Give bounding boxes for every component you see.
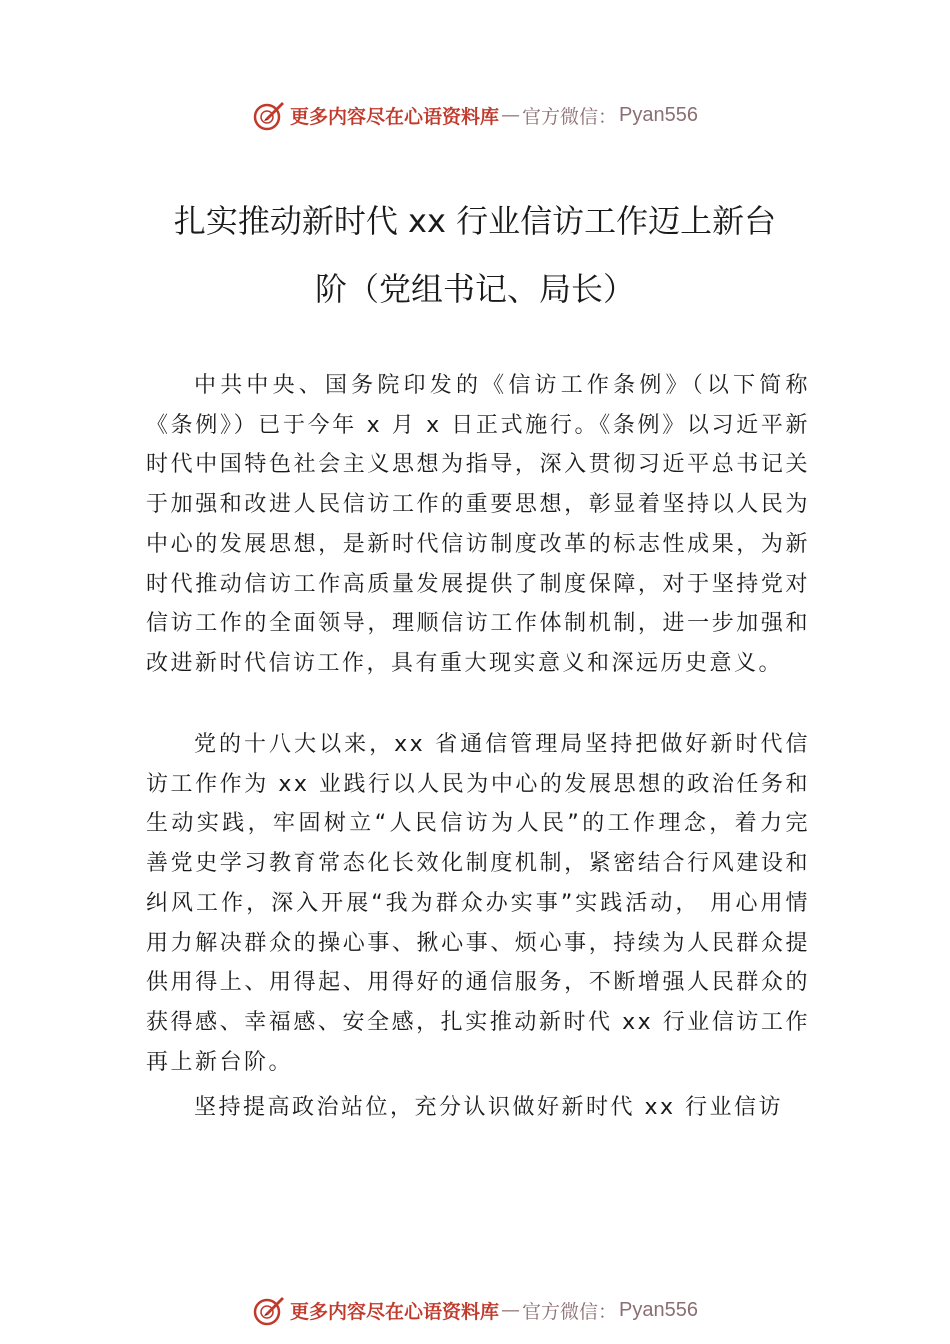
banner-wechat-id: Pyan556 [619,1298,698,1321]
pen-logo-icon [252,98,286,132]
banner-wechat-id: Pyan556 [619,103,698,126]
footer-banner [0,1290,950,1330]
pen-logo-icon [252,1293,286,1327]
banner-brand-text: 更多内容尽在心语资料库 [290,1300,500,1323]
body-paragraph-3: 坚持提高政治站位，充分认识做好新时代 xx 行业信访 [194,1095,784,1120]
header-banner [0,95,950,135]
body-paragraph-1: 中共中央、国务院印发的《信访工作条例》（以下简称《条例》）已于今年 x 月 x 日正式施行。《条例》以习近平新时代中国特色社会主义思想为指导，深入贯彻习近平总书记关于加强和改进人民信访工作的重要思想，彰显着坚持以人民为中心的发展思想，是新时代信访制度改革的标志性成果，为新时代推动信访工作高质量发展提供了制度保障，对于坚持党对信访工作的全面领导，理顺信访工作体制机制，进一步加强和改进新时代信访工作，具有重大现实意义和深远历史意义。 [146,373,810,676]
banner-wechat-label: 官方微信： [522,105,618,128]
banner-brand-text: 更多内容尽在心语资料库 [290,105,500,128]
banner-dash: — [501,1299,521,1321]
document-title-line-2: 阶（党组书记、局长） [314,270,635,308]
banner-wechat-label: 官方微信： [522,1300,618,1323]
body-paragraph-2: 党的十八大以来，xx 省通信管理局坚持把做好新时代信访工作作为 xx 业践行以人民为中心的发展思想的政治任务和生动实践，牢固树立“人民信访为人民”的工作理念，着力完善党史学习教育常态化长效化制度机制，紧密结合行风建设和纠风工作，深入开展“我为群众办实事”实践活动， 用心用情用力解决群众的操心事、揪心事、烦心事，持续为人民群众提供用得上、用得起、用得好的通信服务，不断增强人民群众的获得感、幸福感、安全感，扎实推动新时代 xx 行业信访工作再上新台阶。 [146,732,810,1075]
document-title-line-1: 扎实推动新时代 xx 行业信访工作迈上新台 [173,202,777,240]
banner-dash: — [501,104,521,126]
